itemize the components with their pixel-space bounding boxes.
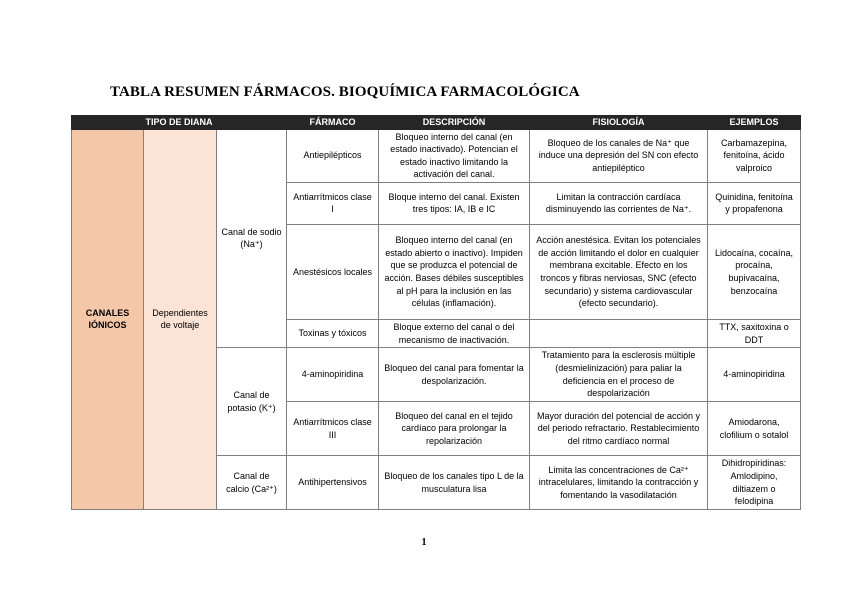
page-title: TABLA RESUMEN FÁRMACOS. BIOQUÍMICA FARMACOLÓGICA xyxy=(110,84,580,100)
descripcion-cell: Bloqueo del canal en el tejido cardíaco para prolongar la repolarización xyxy=(379,402,530,456)
category-cell: CANALES IÓNICOS xyxy=(72,129,144,510)
descripcion-cell: Bloqueo interno del canal (en estado inactivado). Potencian el estado inactivo limitando la activación del canal. xyxy=(379,129,530,182)
farmaco-cell: Antiepilépticos xyxy=(287,129,379,182)
descripcion-cell: Bloque interno del canal. Existen tres tipos: IA, IB e IC xyxy=(379,182,530,224)
fisiologia-cell: Limitan la contracción cardíaca disminuyendo las corrientes de Na⁺. xyxy=(530,182,708,224)
channel-calcio: Canal de calcio (Ca²⁺) xyxy=(217,456,287,510)
farmaco-cell: Anestésicos locales xyxy=(287,224,379,319)
fisiologia-cell: Bloqueo de los canales de Na⁺ que induce una depresión del SN con efecto antiepiléptico xyxy=(530,129,708,182)
header-ejemplos: EJEMPLOS xyxy=(708,116,801,130)
channel-sodio: Canal de sodio (Na⁺) xyxy=(217,129,287,348)
page-number: 1 xyxy=(421,537,427,548)
table-header-row xyxy=(72,116,801,130)
header-fisiologia: FISIOLOGÍA xyxy=(530,116,708,130)
farmaco-cell: 4-aminopiridina xyxy=(287,348,379,402)
fisiologia-cell xyxy=(530,319,708,347)
table-row xyxy=(72,129,801,182)
drug-summary-table xyxy=(71,115,801,510)
ejemplos-cell: 4-aminopiridina xyxy=(708,348,801,402)
header-descripcion: DESCRIPCIÓN xyxy=(379,116,530,130)
farmaco-cell: Toxinas y tóxicos xyxy=(287,319,379,347)
header-farmaco: FÁRMACO xyxy=(287,116,379,130)
ejemplos-cell: TTX, saxitoxina o DDT xyxy=(708,319,801,347)
header-tipo: TIPO DE DIANA xyxy=(72,116,287,130)
descripcion-cell: Bloque externo del canal o del mecanismo de inactivación. xyxy=(379,319,530,347)
subcategory-cell: Dependientes de voltaje xyxy=(144,129,217,510)
channel-potasio: Canal de potasio (K⁺) xyxy=(217,348,287,456)
descripcion-cell: Bloqueo del canal para fomentar la despolarización. xyxy=(379,348,530,402)
farmaco-cell: Antihipertensivos xyxy=(287,456,379,510)
ejemplos-cell: Lidocaína, cocaína, procaína, bupivacaína, benzocaína xyxy=(708,224,801,319)
fisiologia-cell: Mayor duración del potencial de acción y del periodo refractario. Restablecimiento del ritmo cardíaco normal xyxy=(530,402,708,456)
descripcion-cell: Bloqueo interno del canal (en estado abierto o inactivo). Impiden que se produzca el potencial de acción. Bases débiles susceptibles al pH para la inclusión en las células (inflamación). xyxy=(379,224,530,319)
ejemplos-cell: Carbamazepina, fenitoína, ácido valproico xyxy=(708,129,801,182)
ejemplos-cell: Amiodarona, clofilium o sotalol xyxy=(708,402,801,456)
fisiologia-cell: Acción anestésica. Evitan los potenciales de acción limitando el dolor en cualquier membrana excitable. Efecto en los troncos y fibras nerviosas, SNC (efecto secundario) y sistema cardiovascular (efecto secundario). xyxy=(530,224,708,319)
ejemplos-cell: Quinidina, fenitoína y propafenona xyxy=(708,182,801,224)
fisiologia-cell: Limita las concentraciones de Ca²⁺ intracelulares, limitando la contracción y fomentando la vasodilatación xyxy=(530,456,708,510)
ejemplos-cell: Dihidropiridinas: Amlodipino, diltiazem o felodipina xyxy=(708,456,801,510)
fisiologia-cell: Tratamiento para la esclerosis múltiple (desmielinización) para paliar la deficiencia en el proceso de despolarización xyxy=(530,348,708,402)
farmaco-cell: Antiarrítmicos clase III xyxy=(287,402,379,456)
descripcion-cell: Bloqueo de los canales tipo L de la musculatura lisa xyxy=(379,456,530,510)
farmaco-cell: Antiarrítmicos clase I xyxy=(287,182,379,224)
